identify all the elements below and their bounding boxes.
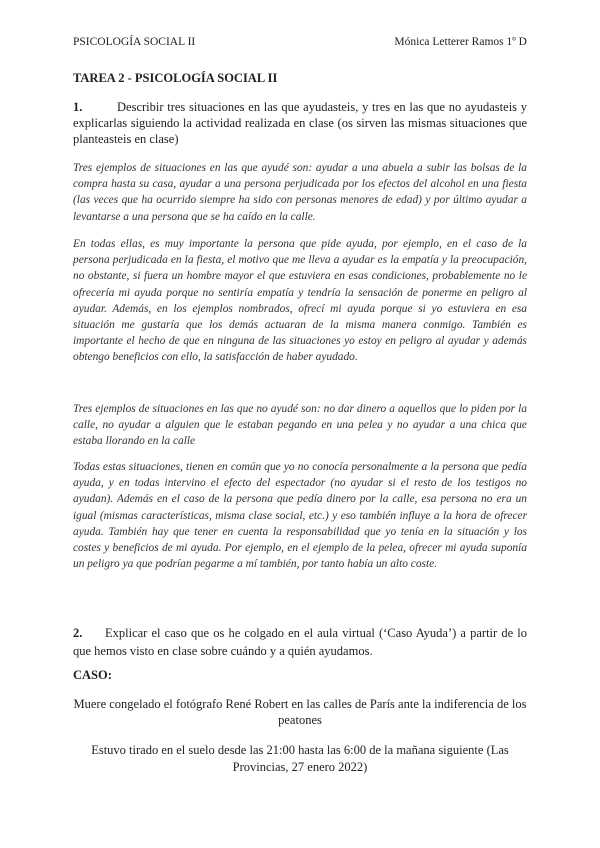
case-detail: Estuvo tirado en el suelo desde las 21:00 hasta las 6:00 de la mañana siguiente (Las Provincias, 27 enero 2022) — [91, 743, 509, 774]
answer-not-helped-examples: Tres ejemplos de situaciones en las que no ayudé son: no dar dinero a aquellos que lo piden por la calle, no ayudar a alguien que le estaban pegando en una pelea y no ayudar a una chica que estaba llorando en la calle — [73, 403, 527, 448]
case-headline: Muere congelado el fotógrafo René Robert en las calles de París ante la indiferencia de los peatones — [73, 697, 527, 727]
question-1 — [73, 99, 527, 147]
case-label: CASO: — [73, 668, 112, 682]
question-1-number: 1. — [73, 100, 83, 114]
question-2 — [73, 624, 527, 660]
question-2-text: Explicar el caso que os he colgado en el aula virtual (‘Caso Ayuda’) a partir de lo que hemos visto en clase sobre cuándo y a quién ayudamos. — [73, 626, 527, 658]
question-1-text: Describir tres situaciones en las que ayudasteis, y tres en las que no ayudasteis y explicarlas siguiendo la actividad realizada en clase (os sirven las mismas situaciones que planteasteis en clase) — [73, 100, 527, 146]
page-header — [73, 36, 527, 48]
question-2-number: 2. — [73, 626, 83, 640]
header-author: Mónica Letterer Ramos 1º D — [394, 36, 527, 48]
answer-not-helped-explanation: Todas estas situaciones, tienen en común que yo no conocía personalmente a la persona que pedía ayuda, y en todas intervino el efecto del espectador (no ayudar si el resto de los testigos no ayudan). Además en el caso de la persona que pedía dinero por la calle, esa persona no era un igual (mismas características, misma clase social, etc.) y eso también influye a la hora de ofrecer ayuda. También hay que tener en cuenta la responsabilidad que yo tenía en la situación y los costes y beneficios de mi ayuda. Por ejemplo, en el ejemplo de la pelea, ofrecer mi ayuda suponía un peligro ya que podrían pegarme a mí también, por tanto había un alto coste. — [73, 461, 527, 571]
answer-helped-explanation: En todas ellas, es muy importante la persona que pide ayuda, por ejemplo, en el caso de la persona perjudicada en la fiesta, el motivo que me lleva a ayudar es la empatía y la preocupación, no obstante, si fuera un hombre mayor el que estuviera en esas condiciones, probablemente no le ofrecería mi ayuda porque no sentiría empatía y tendría la sensación de ponerme en peligro al ayudar. Además, en los ejemplos nombrados, ofrecí mi ayuda porque si yo estuviera en esa situación me gustaría que los demás actuaran de la misma manera conmigo. También es importante el hecho de que en ninguna de las situaciones yo estoy en peligro al ayudar y además obtengo beneficios con ello, la satisfacción de haber ayudado. — [73, 238, 527, 364]
page-title: TAREA 2 - PSICOLOGÍA SOCIAL II — [73, 71, 278, 85]
header-course: PSICOLOGÍA SOCIAL II — [73, 36, 196, 48]
answer-helped-examples: Tres ejemplos de situaciones en las que ayudé son: ayudar a una abuela a subir las bolsas de la compra hasta su casa, ayudar a una persona perjudicada por los efectos del alcohol en una fiesta (las veces que ha ocurrido siempre ha sido con personas menores de edad) y por último ayudar a levantarse a una persona que se ha caído en la calle. — [73, 162, 527, 223]
